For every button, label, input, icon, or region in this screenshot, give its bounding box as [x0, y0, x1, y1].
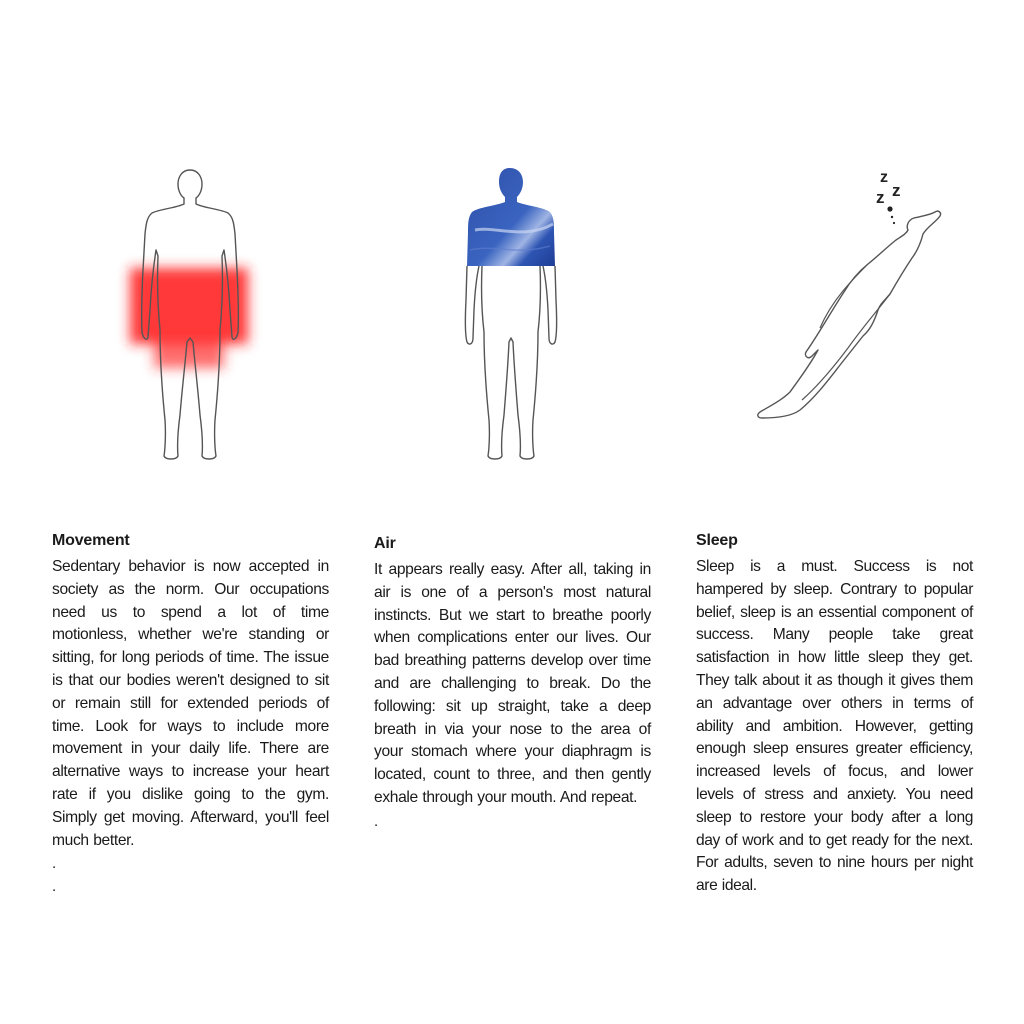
movement-heading: Movement	[52, 532, 130, 549]
air-illustration	[455, 160, 565, 470]
movement-section	[52, 530, 329, 898]
sleep-section	[696, 530, 973, 898]
svg-text:z: z	[880, 169, 888, 186]
movement-body: Sedentary behavior is now accepted in society as the norm. Our occupations need us to spend a lot of time motionless, whether we're standing or sitting, for long periods of time. The issue is that our bodies weren't designed to sit or remain still for extended periods of time. Look for ways to include more movement in your daily life. There are alternative ways to increase your heart rate if you dislike going to the gym. Simply get moving. Afterward, you'll feel much better.	[52, 558, 329, 849]
trailing-dot: .	[374, 812, 379, 830]
trailing-dot: .	[52, 878, 57, 896]
sleeping-figure-icon	[740, 160, 960, 430]
sleep-heading: Sleep	[696, 532, 738, 549]
svg-text:z: z	[876, 188, 885, 207]
movement-illustration	[120, 160, 260, 470]
air-heading: Air	[374, 535, 396, 552]
standing-figure-red-icon	[120, 160, 260, 470]
air-body: It appears really easy. After all, taking in air is one of a person's most natural instincts. But we start to breathe poorly when complications enter our lives. Our bad breathing patterns develop over time and are challenging to break. Do the following: sit up straight, take a deep breath in via your nose to the area of your stomach where your diaphragm is located, count to three, and then gently exhale through your mouth. And repeat.	[374, 561, 651, 806]
sleep-body: Sleep is a must. Success is not hampered by sleep. Contrary to popular belief, sleep is an essential component of success. Many people take great satisfaction in how little sleep they get. They talk about it as though it gives them an advantage over others in terms of ability and ambition. However, getting enough sleep ensures greater efficiency, increased levels of focus, and lower levels of stress and anxiety. You need sleep to restore your body after a long day of work and to get ready for the next. For adults, seven to nine hours per night are ideal.	[696, 558, 973, 895]
chest-highlight	[467, 168, 555, 266]
svg-text:z: z	[892, 181, 901, 200]
sleep-illustration	[740, 160, 960, 430]
trailing-dot: .	[52, 855, 57, 873]
air-section	[374, 533, 651, 833]
zzz-icon	[876, 169, 901, 207]
standing-figure-blue-icon	[455, 160, 565, 470]
